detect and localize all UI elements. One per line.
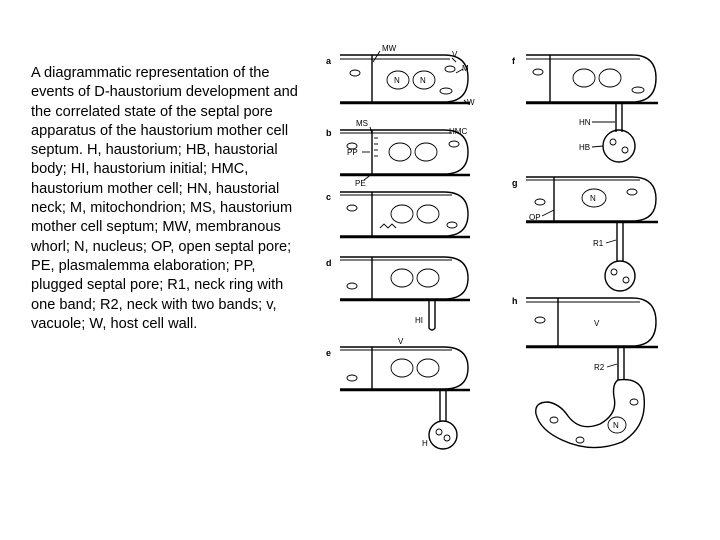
label-h: H: [422, 439, 428, 448]
panel-h: [512, 296, 658, 448]
label-hn: HN: [579, 118, 591, 127]
label-n: N: [613, 421, 619, 430]
label-op: OP: [529, 213, 541, 222]
panel-letter: g: [512, 178, 518, 188]
figure-caption: A diagrammatic representation of the events of D-haustorium development and the correlated state of the septal pore apparatus of the haustorium mother cell septum. H, haustorium; HB, haustorial body; HI, haustorium initial; HMC, haustorium mother cell; HN, haustorial neck; M, mitochondrion; MS, haustorium mother cell septum; MW, membranous whorl; N, nucleus; OP, open septal pore; PE, plasmalemma elaboration; PP, plugged septal pore; R1, neck ring with one band; R2, neck with two bands; v, vacuole; W, host cell wall.: [31, 65, 298, 332]
label-pp: PP: [347, 148, 358, 157]
label-mw: MW: [382, 44, 397, 53]
panel-letter: c: [326, 192, 332, 202]
panel-e: [326, 337, 470, 449]
label-v: V: [594, 319, 600, 328]
label-n: N: [590, 194, 596, 203]
panel-letter: f: [512, 56, 515, 66]
label-v: V: [398, 337, 404, 346]
label-r1: R1: [593, 239, 604, 248]
label-m: M: [462, 64, 469, 73]
label-r2: R2: [594, 363, 605, 372]
haustorium-development-diagram: [322, 42, 712, 462]
panel-letter: d: [326, 258, 332, 268]
label-w: W: [467, 98, 475, 107]
panel-b: [326, 119, 470, 188]
label-v: V: [452, 50, 458, 59]
panel-d: [326, 257, 470, 330]
label-n: N: [420, 76, 426, 85]
label-ms: MS: [356, 119, 368, 128]
label-pe: PE: [355, 179, 366, 188]
panel-g: [512, 177, 658, 291]
label-n: N: [394, 76, 400, 85]
panel-c: [326, 192, 470, 237]
panel-f: [512, 55, 658, 162]
panel-letter: e: [326, 348, 332, 358]
panel-letter: a: [326, 56, 332, 66]
label-hmc: HMC: [449, 127, 468, 136]
panel-letter: b: [326, 128, 332, 138]
panel-a: [326, 44, 475, 107]
label-hi: HI: [415, 316, 423, 325]
label-hb: HB: [579, 143, 591, 152]
panel-letter: h: [512, 296, 518, 306]
